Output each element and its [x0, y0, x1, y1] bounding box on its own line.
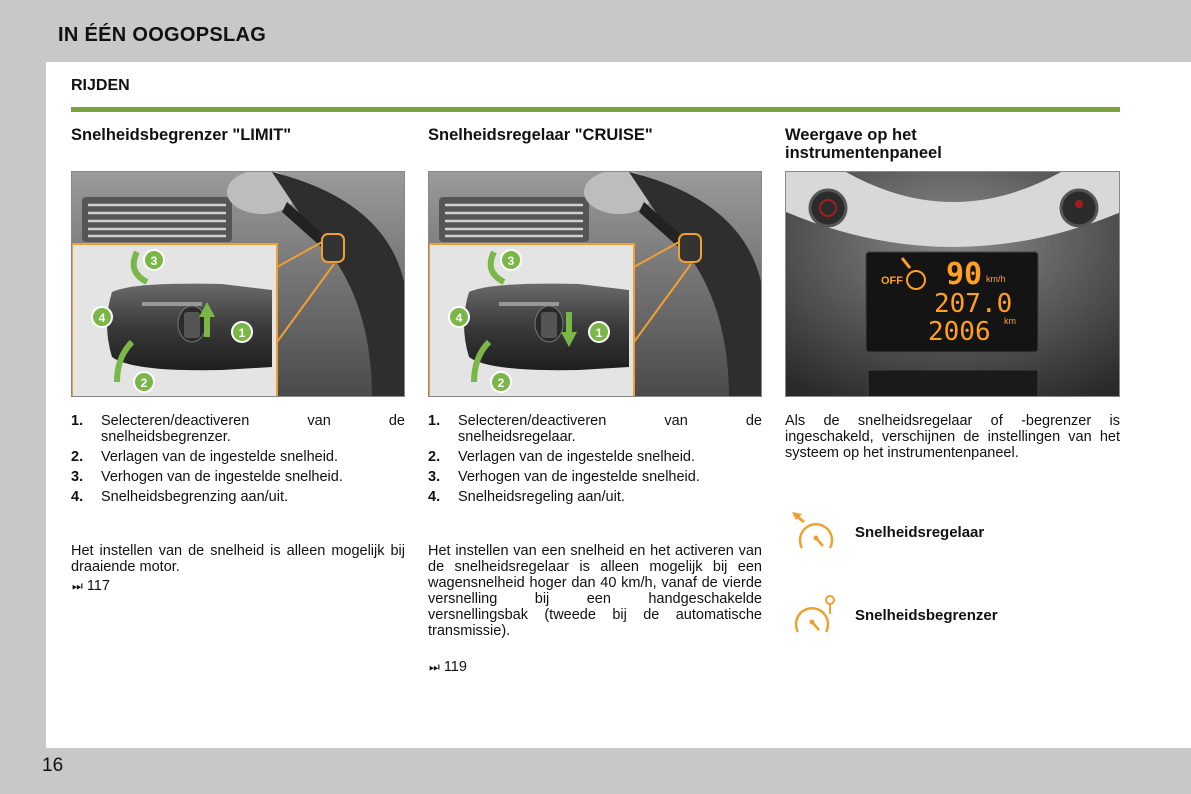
- cruise-control-icon: [790, 510, 838, 554]
- svg-text:2: 2: [497, 376, 505, 390]
- display-odometer-unit: km: [1004, 316, 1016, 326]
- page-header-title: IN ÉÉN OOGOPSLAG: [58, 24, 267, 46]
- svg-text:2: 2: [140, 376, 148, 390]
- page-body: [46, 62, 1191, 748]
- list-item: 1. Selecteren/deactiveren van de snelheidsbegrenzer.: [71, 413, 405, 445]
- legend-label-limiter: Snelheidsbegrenzer: [855, 607, 998, 624]
- section-title: RIJDEN: [71, 77, 130, 94]
- column-title-limit: Snelheidsbegrenzer "LIMIT": [71, 126, 292, 144]
- cruise-page-reference[interactable]: ⏭ 119: [429, 659, 467, 675]
- list-item: 1. Selecteren/deactiveren van de snelheidsregelaar.: [428, 413, 762, 445]
- limit-control-list: [71, 413, 405, 509]
- fast-forward-icon: ⏭: [429, 660, 440, 674]
- list-item: 2. Verlagen van de ingestelde snelheid.: [71, 449, 339, 465]
- list-item: 4. Snelheidsregeling aan/uit.: [428, 489, 625, 505]
- cruise-control-list: [428, 413, 762, 509]
- fast-forward-icon: ⏭: [72, 579, 83, 593]
- list-item: 3. Verhogen van de ingestelde snelheid.: [428, 469, 700, 485]
- section-divider: [71, 107, 1120, 112]
- display-description: Als de snelheidsregelaar of -begrenzer is ingeschakeld, verschijnen de instellingen van het systeem op het instrumentenpaneel.: [785, 413, 1120, 461]
- callout-2: [491, 372, 511, 392]
- limit-note: Het instellen van de snelheid is alleen mogelijk bij draaiende motor.: [71, 543, 405, 575]
- column-title-display: Weergave op het instrumentenpaneel: [785, 126, 942, 162]
- svg-text:1: 1: [595, 326, 603, 340]
- callout-3: [144, 250, 164, 270]
- limit-page-reference[interactable]: ⏭ 117: [72, 578, 110, 594]
- callout-2: [134, 372, 154, 392]
- svg-text:1: 1: [238, 326, 246, 340]
- svg-text:3: 3: [507, 254, 515, 268]
- page-number: 16: [42, 755, 64, 776]
- display-trip: 207.0: [934, 289, 1013, 319]
- callout-3: [501, 250, 521, 270]
- list-item: 3. Verhogen van de ingestelde snelheid.: [71, 469, 343, 485]
- callout-4: [449, 307, 469, 327]
- photo-limit-stalk: [71, 171, 405, 397]
- callout-4: [92, 307, 112, 327]
- photo-cruise-stalk: [428, 171, 762, 397]
- callout-1: [589, 322, 609, 342]
- legend-label-cruise: Snelheidsregelaar: [855, 524, 985, 541]
- display-off-label: OFF: [881, 275, 903, 287]
- svg-text:4: 4: [98, 311, 106, 325]
- display-speed-unit: km/h: [986, 274, 1006, 284]
- list-item: 4. Snelheidsbegrenzing aan/uit.: [71, 489, 289, 505]
- speed-limiter-icon: [792, 594, 840, 638]
- photo-instrument-panel: [785, 171, 1120, 397]
- display-speed: 90: [946, 257, 983, 292]
- svg-text:3: 3: [150, 254, 158, 268]
- cruise-note: Het instellen van een snelheid en het activeren van de snelheidsregelaar is alleen mogelijk bij een wagensnelheid hoger dan 40 km/h, vanaf de vierde versnelling bij een handgeschakelde versnellingsbak (tweede bij de automatische transmissie).: [428, 543, 762, 639]
- list-item: 2. Verlagen van de ingestelde snelheid.: [428, 449, 696, 465]
- svg-text:4: 4: [455, 311, 463, 325]
- display-odometer: 2006: [928, 317, 991, 347]
- column-title-cruise: Snelheidsregelaar "CRUISE": [428, 126, 653, 144]
- callout-1: [232, 322, 252, 342]
